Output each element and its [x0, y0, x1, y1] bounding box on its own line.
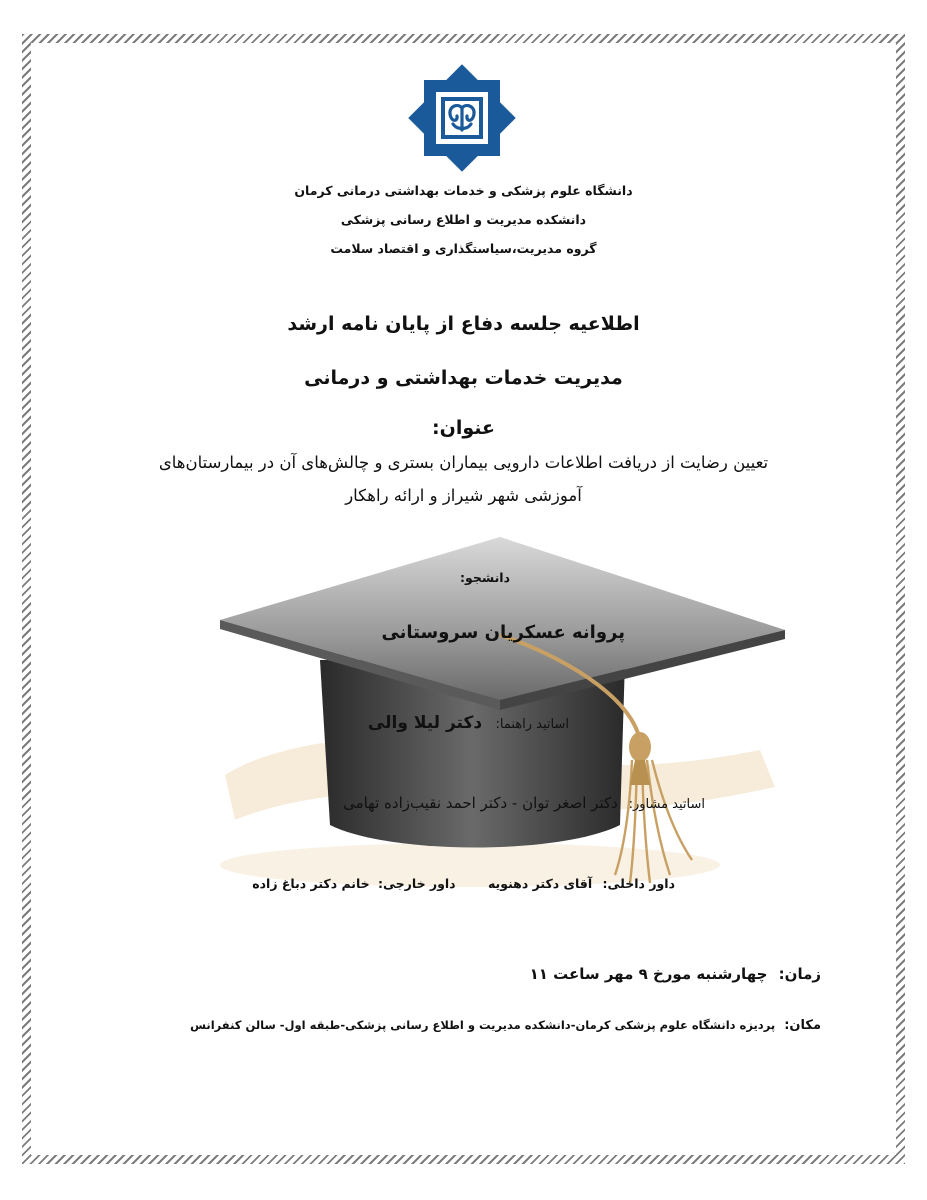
time-label: زمان: — [778, 965, 821, 983]
faculty-name: دانشکده مدیریت و اطلاع رسانی پزشکی — [340, 212, 587, 227]
judges-row — [252, 876, 675, 891]
supervisors-row — [368, 713, 569, 733]
field-of-study: مدیریت خدمات بهداشتی و درمانی — [304, 367, 623, 389]
supervisors-label: اساتید راهنما: — [495, 717, 569, 732]
place-value: پردیزه دانشگاه علوم پزشکی کرمان-دانشکده مدیریت و اطلاع رسانی پزشکی-طبقه اول- سالن کنفرانس — [190, 1018, 776, 1032]
thesis-title-line-1: تعیین رضایت از دریافت اطلاعات دارویی بیماران بستری و چالش‌های آن در بیمارستان‌های — [158, 453, 769, 472]
student-name: پروانه عسکریان سروستانی — [381, 622, 625, 643]
supervisor-name: دکتر لیلا والی — [367, 713, 483, 733]
university-logo — [398, 64, 526, 172]
announcement-heading: اطلاعیه جلسه دفاع از پایان نامه ارشد — [287, 313, 640, 335]
advisor-names: دکتر اصغر توان - دکتر احمد نقیب‌زاده تهامی — [343, 794, 618, 812]
time-value: چهارشنبه مورخ ۹ مهر ساعت ۱۱ — [529, 965, 768, 983]
advisors-label: اساتید مشاور: — [628, 797, 705, 812]
internal-judge-label: داور داخلی: — [602, 876, 675, 891]
department-name: گروه مدیریت،سیاستگذاری و اقتصاد سلامت — [330, 241, 597, 256]
external-judge-name: خانم دکتر دباغ زاده — [252, 876, 370, 891]
internal-judge-name: آقای دکتر دهنویه — [487, 876, 593, 891]
external-judge-label: داور خارجی: — [378, 876, 456, 891]
place-row — [190, 1018, 821, 1033]
student-label: دانشجو: — [460, 570, 510, 585]
advisors-row — [343, 794, 705, 812]
time-row — [530, 965, 821, 983]
thesis-title-line-2: آموزشی شهر شیراز و ارائه راهکار — [345, 486, 582, 505]
place-label: مکان: — [784, 1018, 821, 1033]
university-name: دانشگاه علوم پزشکی و خدمات بهداشتی درمانی کرمان — [294, 183, 633, 198]
title-label: عنوان: — [432, 417, 495, 439]
